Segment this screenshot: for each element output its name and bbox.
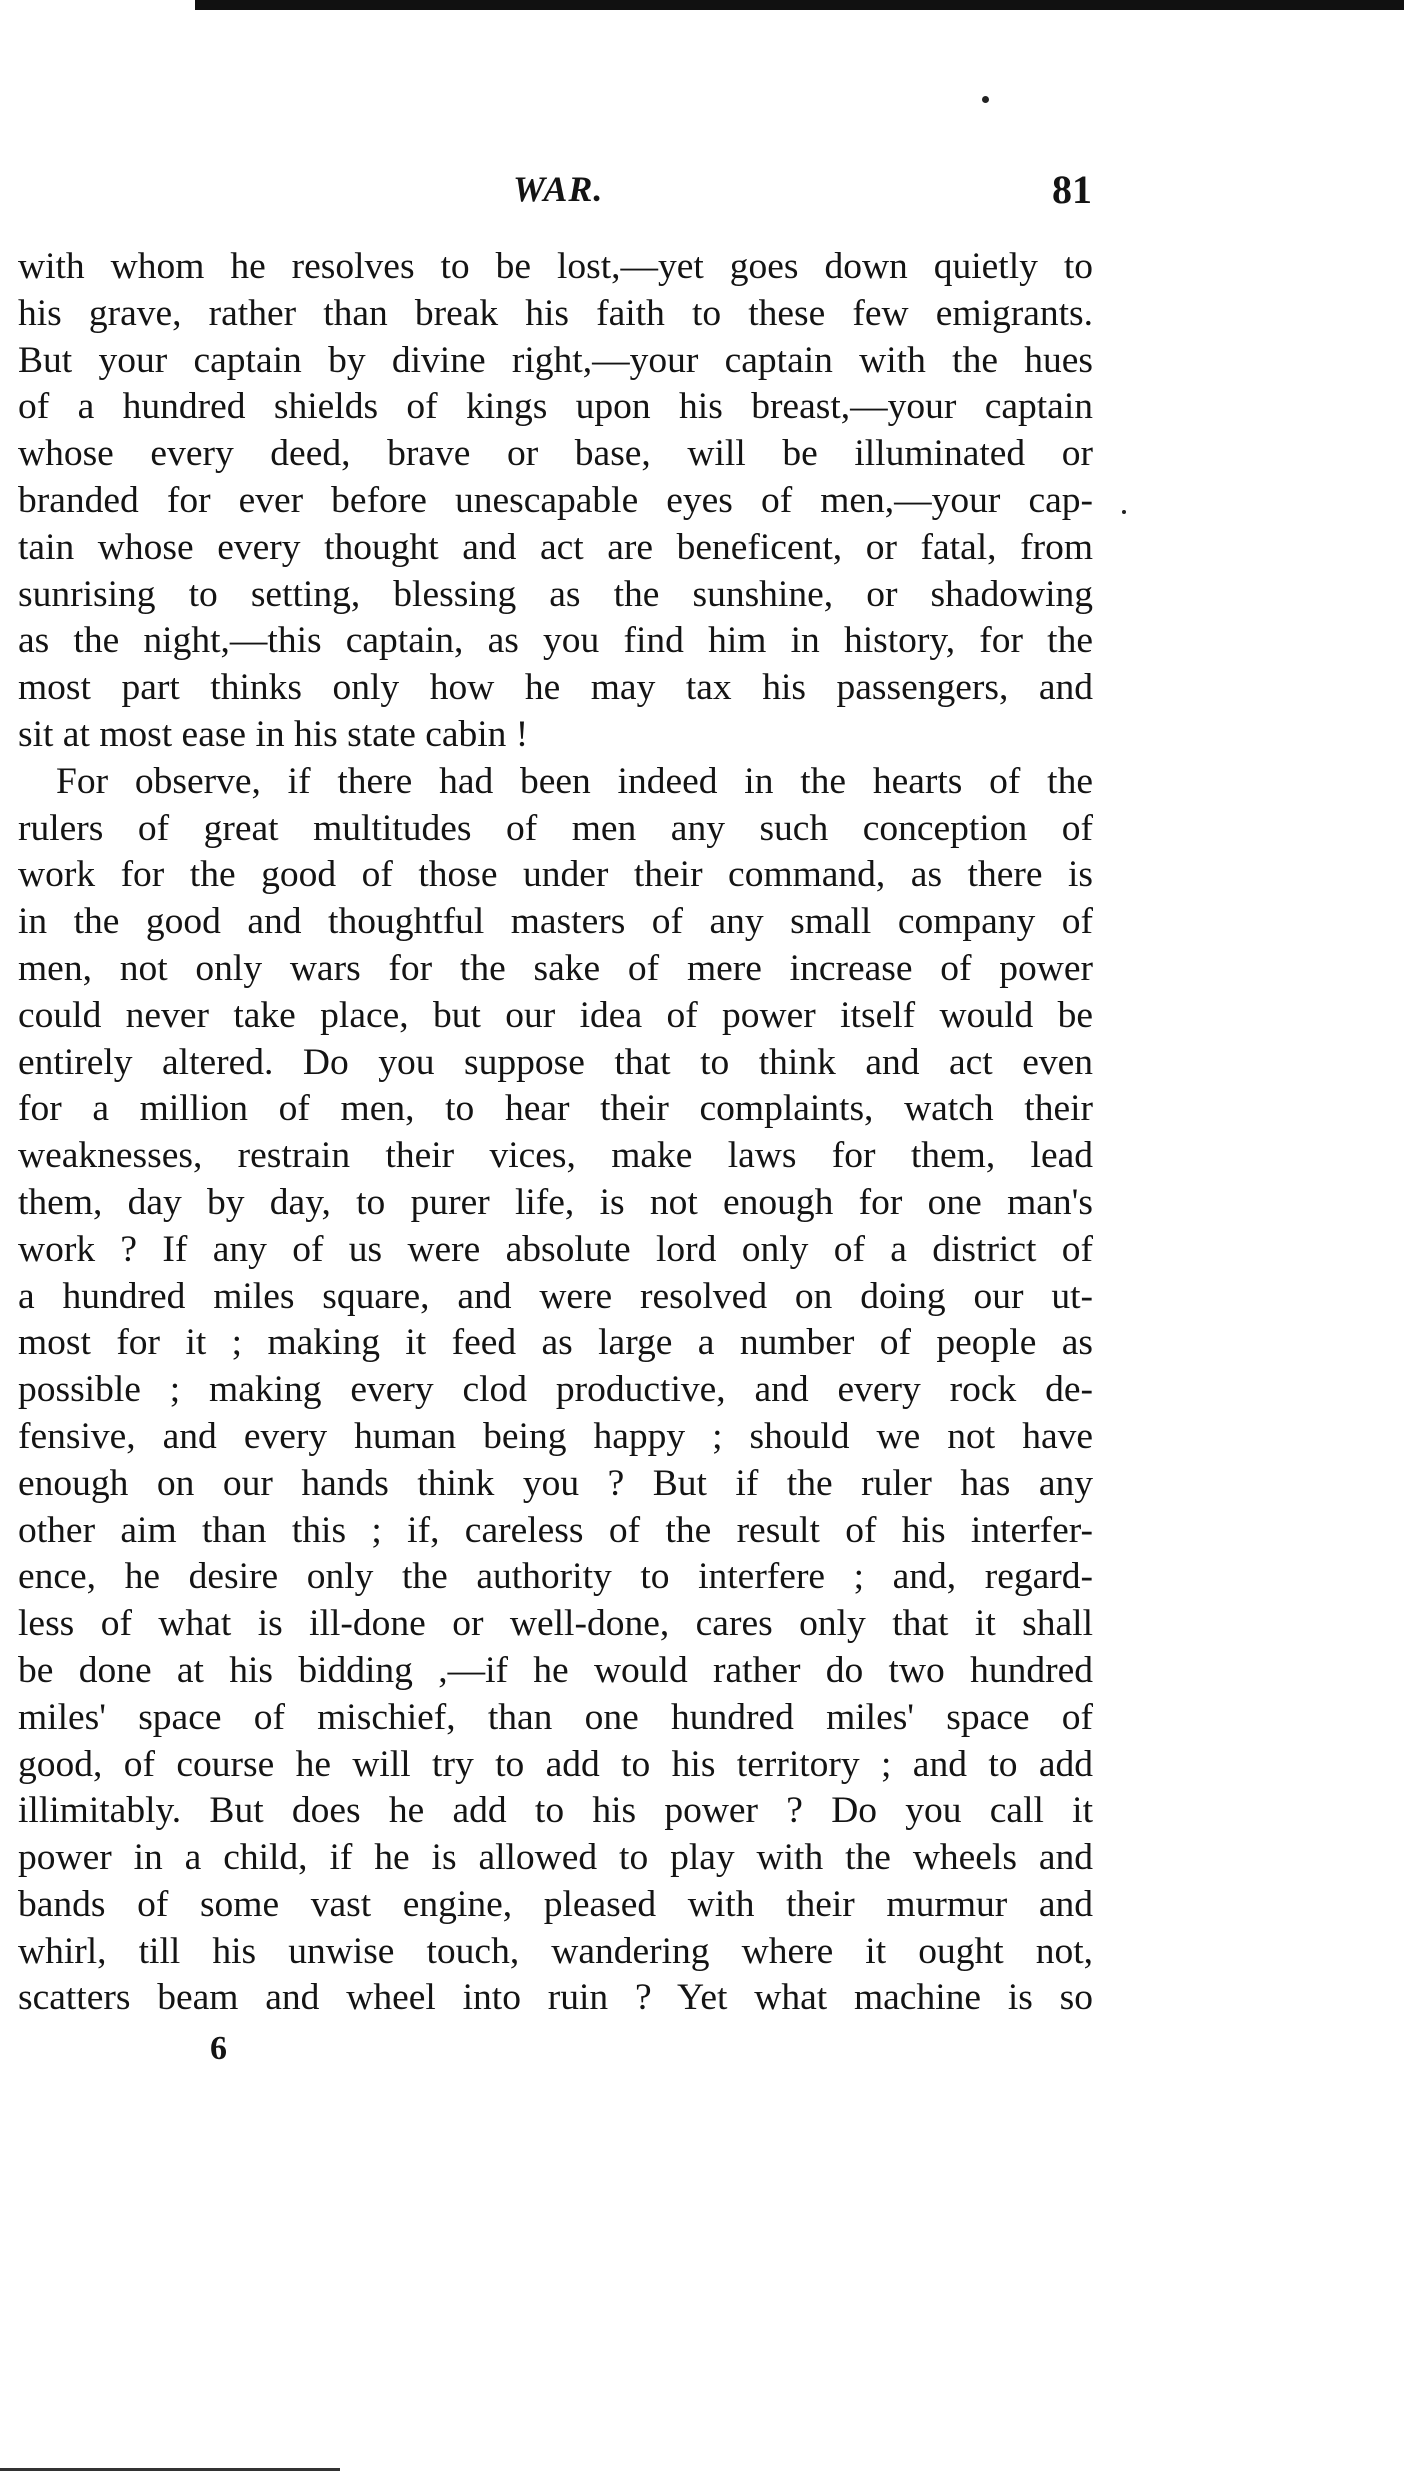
text-line: whose every deed, brave or base, will be illuminated or	[18, 433, 1093, 475]
text-line: miles' space of mischief, than one hundred miles' space of	[18, 1696, 1093, 1738]
text-line: men, not only wars for the sake of mere increase of power	[18, 947, 1093, 989]
text-line: most for it ; making it feed as large a number of people as	[18, 1322, 1093, 1364]
text-line: tain whose every thought and act are beneficent, or fatal, from	[18, 526, 1093, 568]
text-line: most part thinks only how he may tax his passengers, and	[18, 667, 1093, 709]
text-line: whirl, till his unwise touch, wandering where it ought not,	[18, 1930, 1093, 1972]
text-line: rulers of great multitudes of men any such conception of	[18, 807, 1093, 849]
text-line: sunrising to setting, blessing as the sunshine, or shadowing	[18, 573, 1093, 615]
text-line: as the night,—this captain, as you find him in history, for the	[18, 620, 1093, 662]
text-line: other aim than this ; if, careless of the result of his interfer-	[18, 1509, 1093, 1551]
page-number: 81	[1052, 167, 1092, 212]
text-line: illimitably. But does he add to his power ? Do you call it	[18, 1790, 1093, 1832]
text-line: of a hundred shields of kings upon his breast,—your captain	[18, 386, 1093, 428]
text-line: entirely altered. Do you suppose that to think and act even	[18, 1041, 1093, 1083]
bottom-border-rule	[0, 2468, 340, 2471]
text-line: his grave, rather than break his faith to these few emigrants.	[18, 292, 1093, 334]
text-line: bands of some vast engine, pleased with their murmur and	[18, 1883, 1093, 1925]
text-line: less of what is ill-done or well-done, cares only that it shall	[18, 1603, 1093, 1645]
text-line: could never take place, but our idea of power itself would be	[18, 994, 1093, 1036]
text-line: work for the good of those under their command, as there is	[18, 854, 1093, 896]
text-line: But your captain by divine right,—your captain with the hues	[18, 339, 1093, 381]
ink-speck	[1122, 510, 1126, 514]
text-line: work ? If any of us were absolute lord only of a district of	[18, 1228, 1093, 1270]
paragraph	[18, 244, 1093, 759]
text-line: good, of course he will try to add to his territory ; and to add	[18, 1743, 1093, 1785]
ink-speck	[982, 96, 989, 103]
top-border-rule	[195, 0, 1404, 10]
text-line: ence, he desire only the authority to interfere ; and, regard-	[18, 1556, 1093, 1598]
text-line: scatters beam and wheel into ruin ? Yet what machine is so	[18, 1977, 1093, 2019]
signature-mark: 6	[210, 2030, 227, 2067]
text-line: For observe, if there had been indeed in the hearts of the	[56, 760, 1093, 802]
paragraph	[18, 759, 1093, 2023]
text-line: fensive, and every human being happy ; should we not have	[18, 1415, 1093, 1457]
text-line: be done at his bidding ,—if he would rather do two hundred	[18, 1649, 1093, 1691]
text-line: with whom he resolves to be lost,—yet goes down quietly to	[18, 246, 1093, 287]
text-line: weaknesses, restrain their vices, make laws for them, lead	[18, 1135, 1093, 1177]
text-line: possible ; making every clod productive, and every rock de-	[18, 1369, 1093, 1411]
text-line: them, day by day, to purer life, is not enough for one man's	[18, 1181, 1093, 1223]
text-line: in the good and thoughtful masters of any small company of	[18, 901, 1093, 943]
text-line: a hundred miles square, and were resolved on doing our ut-	[18, 1275, 1093, 1317]
body-text	[18, 244, 1093, 2022]
running-title: WAR.	[513, 169, 604, 209]
text-line: for a million of men, to hear their complaints, watch their	[18, 1088, 1093, 1130]
text-line: power in a child, if he is allowed to play with the wheels and	[18, 1837, 1093, 1879]
text-line: sit at most ease in his state cabin !	[18, 713, 529, 755]
text-line: enough on our hands think you ? But if the ruler has any	[18, 1462, 1093, 1504]
text-line: branded for ever before unescapable eyes of men,—your cap-	[18, 479, 1093, 521]
